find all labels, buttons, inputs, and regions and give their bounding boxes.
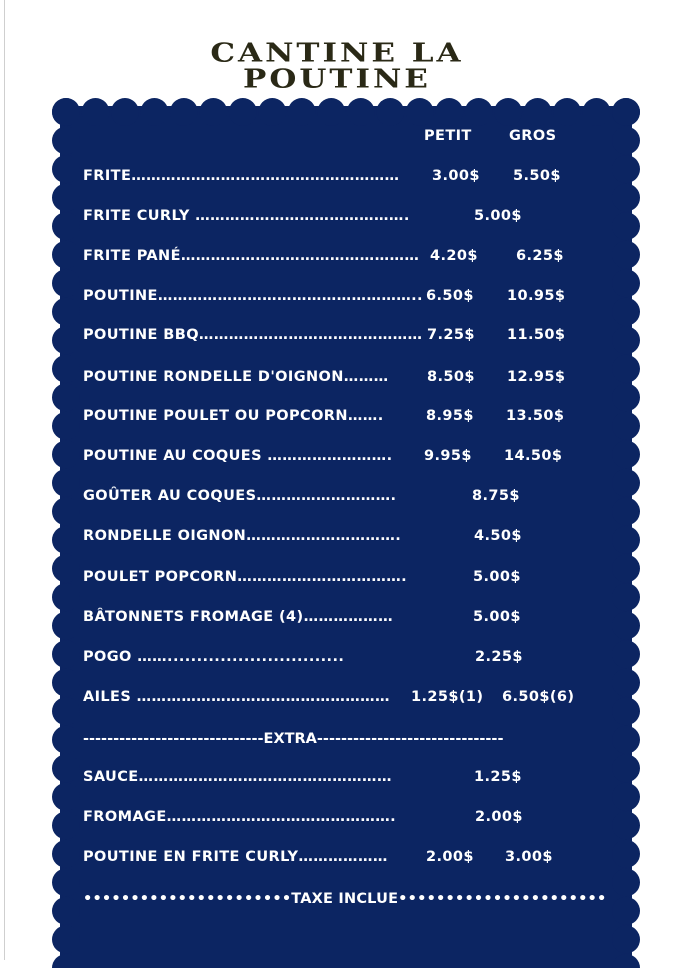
- scallop-top: [465, 98, 493, 126]
- scallop-right: [612, 526, 640, 554]
- menu-item-price-gros: 13.50$: [506, 408, 565, 424]
- menu-item-label: FRITE CURLY …………………………………….: [83, 208, 410, 224]
- scallop-right: [612, 783, 640, 811]
- scallop-left: [52, 440, 80, 468]
- scallop-right: [612, 127, 640, 155]
- scallop-left: [52, 811, 80, 839]
- menu-item-price-petit: 1.25$(1): [411, 689, 484, 705]
- scallop-left: [52, 497, 80, 525]
- tax-included-footer: ••••••••••••••••••••••TAXE INCLUE••••••••••••••••••••••: [83, 891, 607, 907]
- scallop-top: [583, 98, 611, 126]
- scallop-top: [199, 98, 227, 126]
- scallop-top: [376, 98, 404, 126]
- scallop-left: [52, 783, 80, 811]
- scallop-left: [52, 726, 80, 754]
- scallop-right: [612, 184, 640, 212]
- extra-item-price-gros: 3.00$: [505, 849, 553, 865]
- scallop-top: [81, 98, 109, 126]
- scallop-right: [612, 754, 640, 782]
- scallop-right: [612, 212, 640, 240]
- scallop-left: [52, 383, 80, 411]
- menu-item-price-gros: 5.50$: [513, 168, 561, 184]
- scallop-top: [170, 98, 198, 126]
- menu-item-price: 5.00$: [474, 208, 522, 224]
- scallop-left: [52, 754, 80, 782]
- menu-item-label: POUTINE POULET OU POPCORN…….: [83, 408, 384, 424]
- scallop-left: [52, 612, 80, 640]
- scallop-top: [317, 98, 345, 126]
- scallop-right: [612, 925, 640, 953]
- extra-item-label: POUTINE EN FRITE CURLY………………: [83, 849, 388, 865]
- menu-item-price: 4.50$: [474, 528, 522, 544]
- menu-item-price-petit: 7.25$: [427, 327, 475, 343]
- extra-item-label: FROMAGE……………………………………….: [83, 809, 397, 825]
- scallop-right: [612, 640, 640, 668]
- scallop-top: [524, 98, 552, 126]
- menu-item-label: POULET POPCORN…………………………….: [83, 569, 408, 585]
- scallop-left: [52, 98, 80, 126]
- extra-item-label: SAUCE……………………………………………: [83, 769, 392, 785]
- scallop-left: [52, 355, 80, 383]
- menu-item-price-gros: 14.50$: [504, 448, 563, 464]
- scallop-right: [612, 298, 640, 326]
- scallop-left: [52, 897, 80, 925]
- scallop-left: [52, 326, 80, 354]
- menu-item-label: FRITE………………………………………………: [83, 168, 400, 184]
- scallop-right: [612, 269, 640, 297]
- menu-item-price-petit: 8.95$: [426, 408, 474, 424]
- scallop-top: [406, 98, 434, 126]
- scallop-right: [612, 726, 640, 754]
- title-line-2: POUTINE: [243, 63, 431, 95]
- menu-item-label: BÂTONNETS FROMAGE (4)………………: [83, 609, 393, 625]
- menu-item-label: FRITE PANÉ…………………………………………: [83, 248, 420, 264]
- col-header-petit: PETIT: [424, 128, 472, 144]
- scallop-left: [52, 840, 80, 868]
- menu-item-price-petit: 9.95$: [424, 448, 472, 464]
- menu-item-price: 8.75$: [472, 488, 520, 504]
- scallop-left: [52, 269, 80, 297]
- scallop-right: [612, 669, 640, 697]
- scallop-right: [612, 355, 640, 383]
- scallop-left: [52, 868, 80, 896]
- menu-item-label: AILES ……………………………………………: [83, 689, 390, 705]
- menu-item-label: POUTINE RONDELLE D'OIGNON………: [83, 369, 389, 385]
- scallop-right: [612, 469, 640, 497]
- menu-item-price-gros: 10.95$: [507, 288, 566, 304]
- scallop-right: [612, 811, 640, 839]
- menu-item-price-gros: 6.25$: [516, 248, 564, 264]
- scallop-right: [612, 840, 640, 868]
- menu-item-label: POUTINE AU COQUES …………………….: [83, 448, 393, 464]
- scallop-left: [52, 184, 80, 212]
- scallop-left: [52, 640, 80, 668]
- scallop-left: [52, 669, 80, 697]
- extra-item-price: 2.00$: [475, 809, 523, 825]
- extra-item-price-petit: 2.00$: [426, 849, 474, 865]
- menu-item-price-gros: 12.95$: [507, 369, 566, 385]
- scallop-right: [612, 383, 640, 411]
- scallop-left: [52, 583, 80, 611]
- page-edge-line: [4, 0, 5, 960]
- menu-item-price-petit: 6.50$: [426, 288, 474, 304]
- scallop-right: [612, 155, 640, 183]
- scallop-left: [52, 298, 80, 326]
- scallop-right: [612, 241, 640, 269]
- scallop-right: [612, 497, 640, 525]
- menu-item-price-petit: 3.00$: [432, 168, 480, 184]
- menu-item-price-petit: 8.50$: [427, 369, 475, 385]
- scallop-top: [229, 98, 257, 126]
- menu-item-label: RONDELLE OIGNON………………………….: [83, 528, 402, 544]
- scallop-top: [494, 98, 522, 126]
- menu-item-price-petit: 4.20$: [430, 248, 478, 264]
- col-header-gros: GROS: [509, 128, 557, 144]
- menu-item-label: POUTINE……………………………………………..: [83, 288, 423, 304]
- scallop-left: [52, 412, 80, 440]
- menu-item-price-gros: 6.50$(6): [502, 689, 575, 705]
- scallop-top: [140, 98, 168, 126]
- scallop-right: [612, 897, 640, 925]
- scallop-top: [258, 98, 286, 126]
- scallop-top: [553, 98, 581, 126]
- scallop-left: [52, 155, 80, 183]
- scallop-top: [288, 98, 316, 126]
- menu-item-label: POUTINE BBQ………………………………………: [83, 327, 423, 343]
- scallop-right: [612, 555, 640, 583]
- menu-item-label: POGO ……..............................: [83, 649, 345, 665]
- scallop-top: [435, 98, 463, 126]
- menu-item-price: 5.00$: [473, 609, 521, 625]
- scallop-right: [612, 612, 640, 640]
- menu-item-price: 5.00$: [473, 569, 521, 585]
- scallop-left: [52, 469, 80, 497]
- scallop-top: [111, 98, 139, 126]
- scallop-right: [612, 412, 640, 440]
- scallop-top: [347, 98, 375, 126]
- scallop-left: [52, 526, 80, 554]
- scallop-left: [52, 241, 80, 269]
- scallop-right: [612, 326, 640, 354]
- menu-item-label: GOÛTER AU COQUES……………………….: [83, 488, 397, 504]
- extra-divider: ------------------------------EXTRA-------------------------------: [83, 731, 504, 747]
- scallop-right: [612, 98, 640, 126]
- scallop-right: [612, 583, 640, 611]
- scallop-left: [52, 555, 80, 583]
- scallop-right: [612, 440, 640, 468]
- scallop-right: [612, 697, 640, 725]
- scallop-left: [52, 212, 80, 240]
- title-line-1: CANTINE LA: [210, 37, 464, 69]
- scallop-left: [52, 127, 80, 155]
- scallop-left: [52, 925, 80, 953]
- extra-item-price: 1.25$: [474, 769, 522, 785]
- menu-item-price-gros: 11.50$: [507, 327, 566, 343]
- scallop-right: [612, 868, 640, 896]
- scallop-left: [52, 697, 80, 725]
- menu-item-price: 2.25$: [475, 649, 523, 665]
